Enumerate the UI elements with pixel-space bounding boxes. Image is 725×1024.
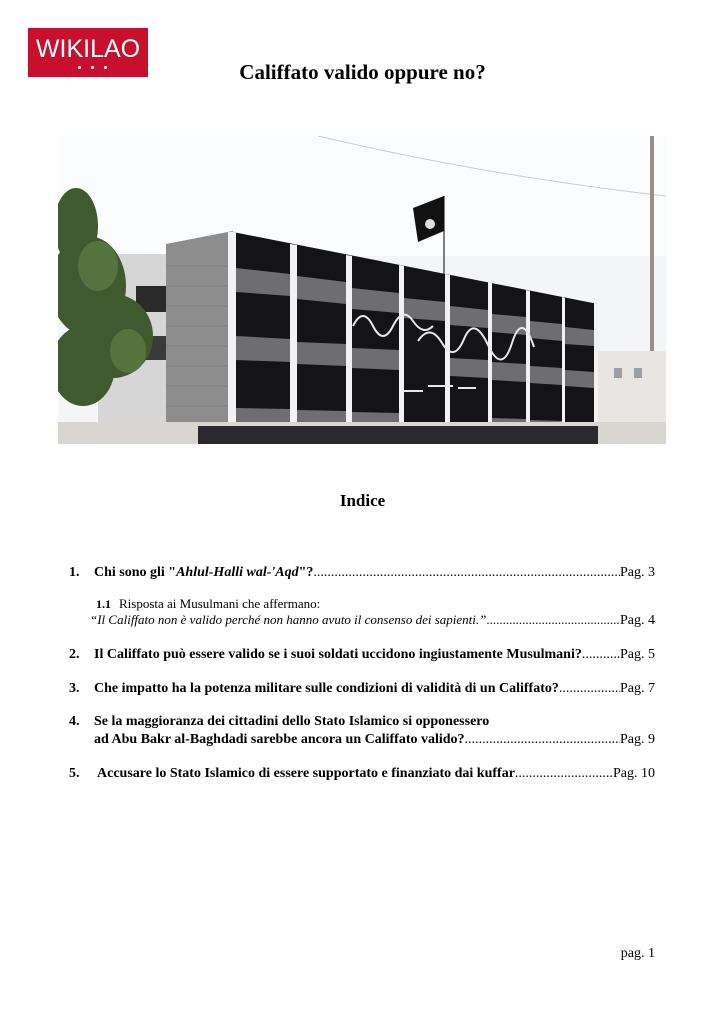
toc-title: Che impatto ha la potenza militare sulle condizioni di validità di un Califfato? bbox=[94, 681, 559, 696]
toc-page: Pag. 9 bbox=[620, 732, 655, 747]
toc-page: Pag. 3 bbox=[620, 565, 655, 580]
toc-number: 1. bbox=[69, 565, 80, 580]
logo-text: WIKILAO bbox=[35, 35, 141, 63]
document-title: Califfato valido oppure no? bbox=[239, 60, 486, 84]
toc-title-line2: ad Abu Bakr al-Baghdadi sarebbe ancora un Califfato valido? bbox=[94, 732, 465, 747]
toc-leader bbox=[486, 612, 620, 628]
cover-photo bbox=[58, 136, 666, 444]
toc-entry-4-line1[interactable] bbox=[69, 714, 655, 730]
building-photo-illustration bbox=[58, 136, 666, 444]
toc-sub-quote: “Il Califfato non è valido perché non hanno avuto il consenso dei sapienti.” bbox=[90, 612, 487, 627]
toc-entry-3[interactable] bbox=[69, 681, 655, 697]
toc-entry-4-line2[interactable] bbox=[69, 732, 655, 748]
page-number: pag. 1 bbox=[620, 946, 655, 961]
toc-number: 3. bbox=[69, 681, 80, 696]
toc-leader bbox=[582, 647, 620, 663]
toc-entry-2[interactable] bbox=[69, 647, 655, 663]
toc-page: Pag. 5 bbox=[620, 647, 655, 662]
toc-page: Pag. 10 bbox=[613, 766, 655, 781]
toc-sub-line1 bbox=[96, 596, 320, 612]
toc-sub-text: Risposta ai Musulmani che affermano: bbox=[119, 596, 321, 611]
toc-title: Il Califfato può essere valido se i suoi soldati uccidono ingiustamente Musulmani? bbox=[94, 647, 582, 662]
toc-entry-5[interactable] bbox=[69, 766, 655, 782]
toc-leader bbox=[465, 732, 620, 748]
toc-number: 2. bbox=[69, 647, 80, 662]
toc-number: 4. bbox=[69, 714, 80, 729]
toc-page: Pag. 4 bbox=[620, 613, 655, 628]
toc-leader bbox=[515, 766, 613, 782]
toc-title: Accusare lo Stato Islamico di essere supportato e finanziato dai kuffar bbox=[97, 766, 515, 781]
toc-title-line1: Se la maggioranza dei cittadini dello Stato Islamico si opponessero bbox=[94, 714, 490, 729]
toc-page: Pag. 7 bbox=[620, 681, 655, 696]
index-heading: Indice bbox=[339, 491, 386, 510]
toc-sub-number: 1.1 bbox=[96, 597, 111, 611]
toc-number: 5. bbox=[69, 766, 80, 781]
toc-title-italic: Ahlul-Halli wal-'Aqd bbox=[176, 565, 299, 580]
toc-entry-1[interactable] bbox=[69, 565, 655, 581]
toc-sub-line2 bbox=[90, 612, 655, 629]
toc-leader bbox=[559, 681, 620, 697]
toc-title: Chi sono gli "Ahlul-Halli wal-'Aqd"? bbox=[94, 565, 314, 580]
toc-leader bbox=[313, 565, 620, 581]
